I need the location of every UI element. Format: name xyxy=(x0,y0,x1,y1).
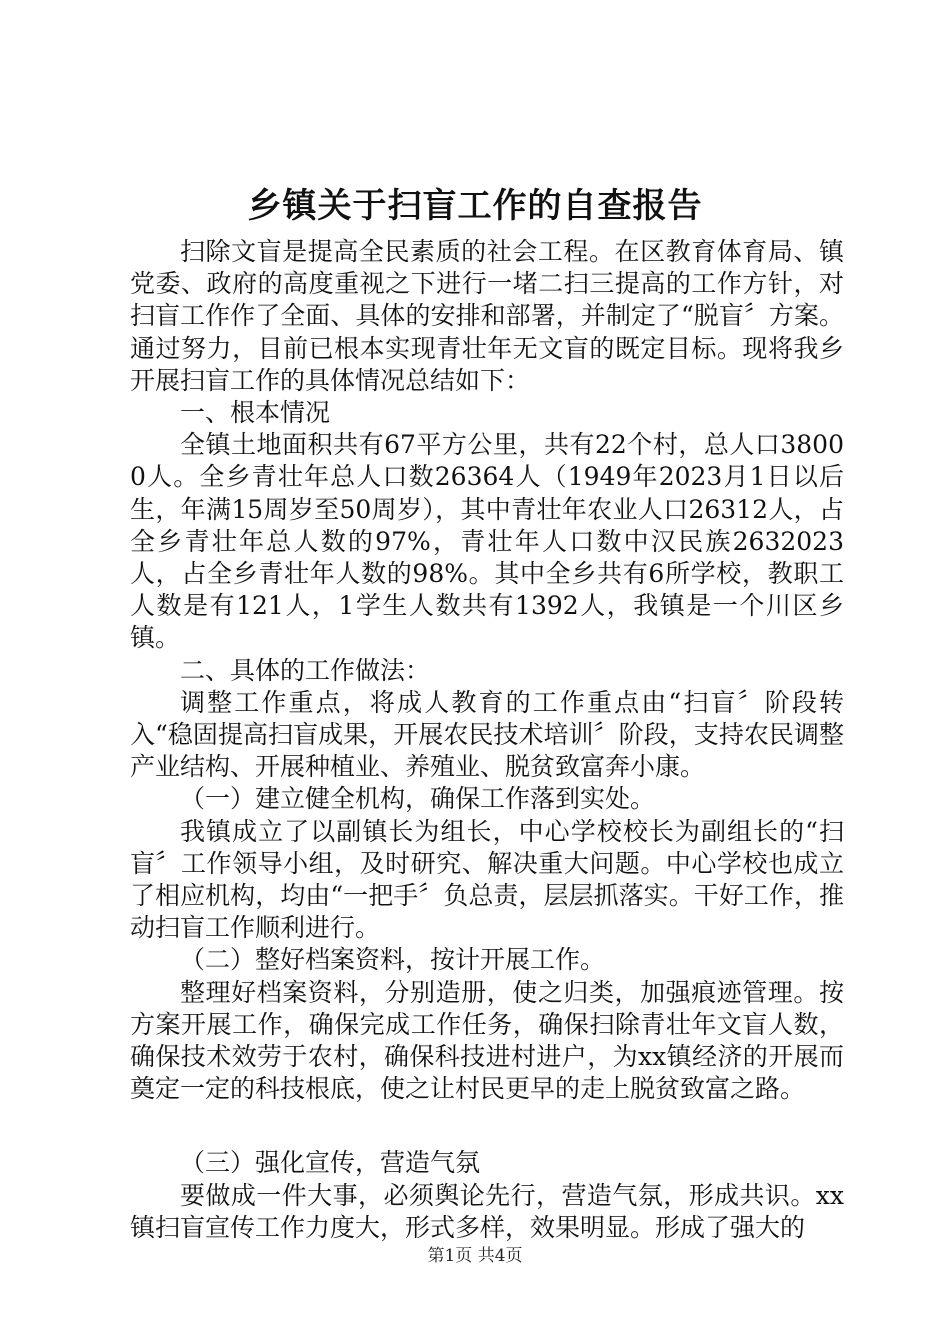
subheading-2: （二）整好档案资料，按计开展工作。 xyxy=(180,945,606,975)
subsection-3-paragraph: 要做成一件大事，必须舆论先行，营造气氛，形成共识。xx镇扫盲宣传工作力度大，形式多样，效果明显。形成了强大的 xyxy=(130,1180,844,1242)
subsection-2-paragraph: 整理好档案资料，分别造册，使之归类，加强痕迹管理。按方案开展工作，确保完成工作任务，确保扫除青壮年文盲人数，确保技术效劳于农村，确保科技进村进户，为xx镇经济的开展而奠定一定的科技根底，使之让村民更早的走上脱贫致富之路。 xyxy=(130,977,844,1104)
page-footer: 第1页 共4页 xyxy=(427,1246,523,1266)
subheading-1: （一）建立健全机构，确保工作落到实处。 xyxy=(180,784,656,814)
subsection-1-paragraph: 我镇成立了以副镇长为组长，中心学校校长为副组长的“扫盲〞工作领导小组，及时研究、解决重大问题。中心学校也成立了相应机构，均由“一把手〞负总责，层层抓落实。干好工作，推动扫盲工作顺利进行。 xyxy=(130,816,844,943)
section-heading-basic: 一、根本情况 xyxy=(180,398,331,428)
basic-info-paragraph: 全镇土地面积共有67平方公里，共有22个村，总人口38000人。全乡青壮年总人口数26364人（1949年2023月1日以后生，年满15周岁至50周岁），其中青壮年农业人口26312人，占全乡青壮年总人数的97%，青壮年人口数中汉民族2632023人，占全乡青壮年人数的98%。其中全乡共有6所学校，教职工人数是有121人，1学生人数共有1392人，我镇是一个川区乡镇。 xyxy=(130,430,844,653)
subheading-3: （三）强化宣传，营造气氛 xyxy=(180,1148,481,1178)
adjust-paragraph: 调整工作重点，将成人教育的工作重点由“扫盲〞阶段转入“稳固提高扫盲成果，开展农民技术培训〞阶段，支持农民调整产业结构、开展种植业、养殖业、脱贫致富奔小康。 xyxy=(130,687,844,782)
section-heading-methods: 二、具体的工作做法： xyxy=(180,655,431,685)
paragraph-spacer xyxy=(130,1105,844,1147)
intro-paragraph: 扫除文盲是提高全民素质的社会工程。在区教育体育局、镇党委、政府的高度重视之下进行一堵二扫三提高的工作方针，对扫盲工作作了全面、具体的安排和部署，并制定了“脱盲〞方案。通过努力，目前已根本实现青壮年无文盲的既定目标。现将我乡开展扫盲工作的具体情况总结如下： xyxy=(130,237,844,395)
document-title: 乡镇关于扫盲工作的自查报告 xyxy=(247,186,703,226)
document-body xyxy=(130,236,844,1244)
